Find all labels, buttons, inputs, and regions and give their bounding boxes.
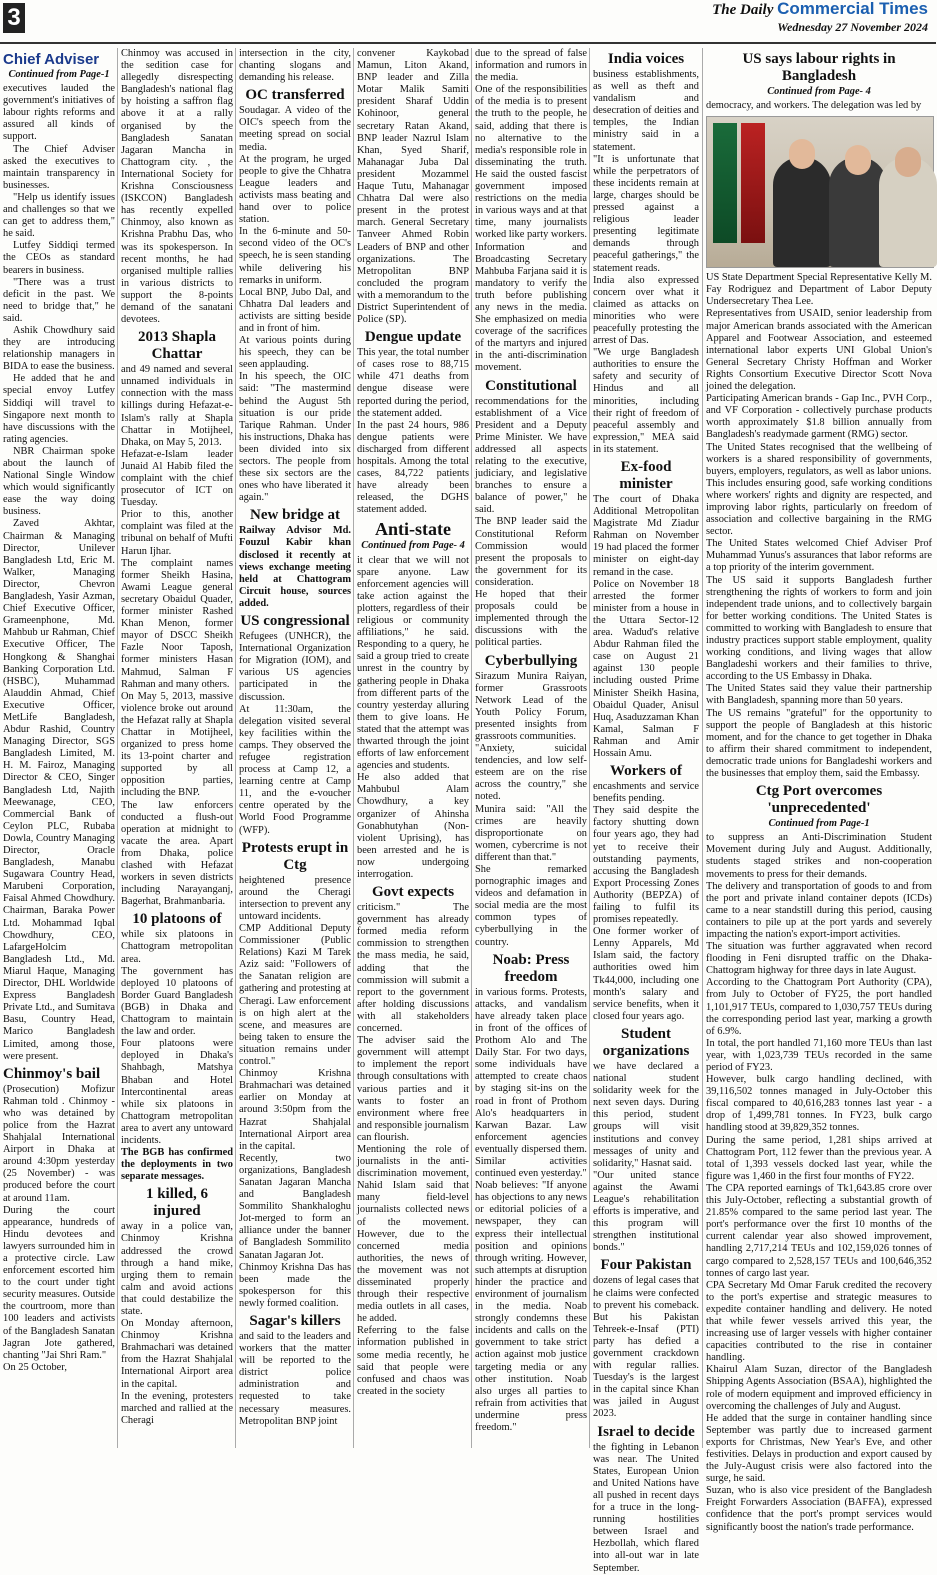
page-number: 3 [3,3,25,33]
paragraph: democracy, and workers. The delegation was led by [706,100,922,112]
person-head [895,147,921,177]
paragraph: "There was a trust deficit in the past. We need to bridge that," he said. [3,276,115,324]
paragraph: The adviser said the government will attempt to implement the report through consultations with various parties and it wants to foster an environment where free and responsible journalism can flourish. [357,1035,469,1143]
headline-workers-of: Workers of [609,763,683,780]
column-divider [235,48,236,1448]
paragraph: In total, the port handled 71,160 more TEUs than last year, with 1,023,739 TEUs recorded in the same period of FY23. [706,1037,932,1073]
paragraph: He added that the surge in container handling since September was partly due to increased garment exports for Christmas, New Year's Eve, and other festivities. Delays in production and export caused by the July-August crisis were also factored into the surge, he said. [706,1412,932,1485]
headline-us-labour-rights: US says labour rights in Bangladesh [742,51,896,84]
paragraph: The complaint names former Sheikh Hasina, Awami League general secretary Obaidul Quader, former minister Rashed Khan Menon, former mayor of DSCC Sheikh Fazle Noor Taposh, former ministers Hasan Mahmud, Salman F Rahman and many others. [121,557,233,690]
paragraph: The United States recognised that the wellbeing of workers is a shared responsibility of governments, buyers, employers, regulators, as well as labor unions. [706,441,932,477]
paragraph: business establishments, as well as theft and vandalism and desecration of deities and temples, the Indian ministry said in a statement. [593,69,699,153]
paragraph: At the program, he urged people to give the Chhatra League leaders and activists mass beating and hand over to police station. [239,153,351,226]
paragraph: "We urge Bangladesh authorities to ensure the safety and security of Hindus and all minorities, including their right of freedom of peaceful assembly and expression," MEA said in its statement. [593,347,699,455]
paragraph: Representatives from USAID, senior leadership from major American brands associated with the American Apparel and Footwear Association, and esteemed international labor experts UNI Global Union's General Secretary Christy Hoffman and Worker Rights Consortium Executive Director Scott Nova joined the delegation. [706,308,932,393]
paragraph: On 25 October, [3,1361,67,1373]
headline-shapla-chattar: 2013 Shapla Chattar [138,329,216,363]
paragraph: Munira said: "All the crimes are heavily disproportionate on women, cybercrime is not different than that." [475,803,587,863]
paragraph: Ashik Chowdhury said they are introducing relationship managers in BIDA to ease the business. [3,324,115,373]
headline-govt-expects: Govt expects [371,884,455,901]
paragraph: The US remains "grateful" for the opportunity to support the people of Bangladesh at this historic moment, and for the chance to get together in Dhaka to affirm their shared commitment to independent, democratic trade unions for Bangladeshi workers and the businesses that employ them, said the Embassy. [706,707,932,780]
paragraph: Hefazat-e-Islam leader Junaid Al Habib filed the complaint with the chief prosecutor of ICT on Tuesday. [121,448,233,509]
headline-noab-press-freedom: Noab: Press freedom [492,951,570,985]
headline-four-pakistan: Four Pakistan [600,1257,692,1274]
column-4 [357,48,469,1448]
paragraph: Participating American brands - Gap Inc., PVH Corp., and VF Corporation - collectively purchase products worth approximately $1.8 billion annually from Bangladesh's readymade garment (RMG) sector. [706,393,932,441]
newspaper-brand: Commercial Times [777,0,928,18]
paragraph: On May 5, 2013, massive violence broke out around the Hefazat rally at Shapla Chattar in Motijheel, organized to press home its 13-point charter and supported by all opposition parties, including the BNP. [121,690,233,799]
paragraph: it clear that we will not spare anyone. Law enforcement agencies will take action against the plotters, regardless of their religious or community affiliations," he said. Responding to a query, he said a group tried to create unrest in the country by gathering people in Dhaka from different parts of the country yesterday alluring them to give loans. He stated that the attempt was thwarted through the joint efforts of law enforcement agencies and students. [357,554,469,772]
headline-israel-to-decide: Israel to decide [597,1423,695,1440]
paragraph: He added that he and special envoy Lutfey Siddiqi will travel to Singapore next month to have discussions with the rating agencies. [3,373,115,445]
paragraph: to suppress an Anti-Discrimination Student Movement during July and August. Additionally, students staged strikes and non-cooperation movements to press for their demands. [706,832,932,880]
paragraph: The CPA reported earnings of Tk1,643.85 crore over this July-October, reflecting a substantial growth of 21.85% compared to the same period last year. The port's performance over the first 10 months of the current calendar year also showed improvement, handling 2,717,214 TEUs and 102,159,026 tonnes of cargo compared to 2,528,157 TEUs and 100,646,352 tonnes of cargo last year. [706,1182,932,1279]
continued-note: Continued from Page-1 [768,818,870,830]
column-divider [353,48,354,1448]
paragraph: Local BNP, Jubo Dal, and Chhatra Dal leaders and activists are sitting beside and in front of him. [239,286,351,334]
headline-ctg-port: Ctg Port overcomes 'unprecedented' [755,783,883,817]
column-6 [593,48,699,1574]
paragraph: The situation was further aggravated when record flooding in Feni disrupted traffic on the Dhaka-Chattogram highway for three days in late August. [706,941,932,977]
paragraph: Prior to this, another complaint was filed at the tribunal on behalf of Mufti Harun Ijhar. [121,509,233,557]
paragraph: Zaved Akhtar, Chairman & Managing Director, Unilever Bangladesh Ltd, Eric M. Walker, Managing Director, Chevron Bangladesh, Yasir Azman, Chief Executive Officer, Grameenphone, Md. Mahbub ur Rahman, Chief Executive Officer, The Hongkong & Shanghai Banking Corporation Ltd. (HSBC), Muhammad Alauddin Ahmad, Chief Executive Officer, MetLife Bangladesh, Abdur Rashid, Country Managing Director, SGS Bangladesh Limited, M. H. M. Fairoz, Managing Director & CEO, Singer Bangladesh Ltd, Najith Meewanage, CEO, Commercial Bank of Ceylon PLC, Rubaba Dowla, Country Managing Director, Oracle Bangladesh, Manabu Sugawara Country Head, Marubeni Corporation, Faisal Ahmed Chowdhury. Chairman, Baraka Power Ltd. Mohammad Iqbal Chowdhury, CEO, LafargeHolcim Bangladesh Ltd., Md. Miarul Haque, Managing Director, DHL Worldwide Express Bangladesh Private Ltd., and Sumitava Basu, Country Head, Marico Bangladesh Limited, among those, were present. [3,518,115,1062]
paragraph: the fighting in Lebanon was near. The United States, European Union and United Nations have all pushed in recent days for a truce in the long-running hostilities between Israel and Hezbollah, which flared into all-out war in late September. [593,1441,699,1574]
paragraph: The United States welcomed Chief Adviser Prof Muhammad Yunus's assurances that labor reforms are a top priority of the interim government. [706,538,932,574]
paragraph: Recently, two organizations, Bangladesh Sanatan Jagaran Mancha and Bangladesh Sommilito Shankhaloghu Jot-merged to form an alliance under the banner of Bangladesh Sommilito Sanatan Jagaran Jot. [239,1152,351,1261]
headline-new-bridge: New bridge at [250,507,340,524]
header-rule [0,42,936,44]
paragraph: The Chief Adviser asked the executives to maintain transparency in businesses. [3,143,115,191]
paragraph: "Help us identify issues and challenges so that we can get to address them," he said. [3,191,115,240]
column-divider [589,48,590,1448]
issue-date: Wednesday 27 November 2024 [777,20,928,34]
paragraph: due to the spread of false information and rumors in the media. [475,48,587,84]
paragraph: encashments and service benefits pending. [593,781,699,805]
paragraph: The United States said they value their partnership with Bangladesh, spanning more than 50 years. [706,683,932,707]
paragraph: and said to the leaders and workers that the matter will be reported to the district police administration and requested to take necessary measures. Metropolitan BNP joint [239,1331,351,1427]
column-2 [121,48,233,1448]
headline-dengue-update: Dengue update [364,329,462,346]
paragraph: Sirazum Munira Raiyan, former Grassroots Network Lead of the Youth Policy Forum, presented insights from grassroots communities. [475,670,587,742]
paragraph: He also added that Mahbubul Alam Chowdhury, a key organizer of Ahinsha Gonabhutyhan (Non-violent Uprising), has been arrested and he is now undergoing interrogation. [357,772,469,880]
paragraph: recommendations for the establishment of a Vice President and a Deputy Prime Minister. We have addressed all aspects relating to the executive, judiciary, and legislative branches to ensure a balance of power," he said. [475,395,587,516]
paragraph: However, bulk cargo handling declined, with 39,116,502 tonnes managed in July-October this fiscal compared to 40,616,283 tonnes last year - a drop of 1,499,781 tonnes. In FY23, bulk cargo handling stood at 39,829,352 tonnes. [706,1074,932,1134]
paragraph: Lutfey Siddiqi termed the CEOs as standard bearers in business. [3,240,115,276]
headline-oc-transferred: OC transferred [245,87,345,104]
paragraph: The government has deployed 10 platoons of Border Guard Bangladesh (BGB) in Dhaka and Chattogram to maintain the law and order. [121,965,233,1038]
newspaper-name [712,0,928,19]
headline-student-organizations: Student organizations [602,1025,690,1059]
person-head [845,145,871,175]
headline-1-killed: 1 killed, 6 injured [145,1186,209,1220]
paragraph: US State Department Special Representative Kelly M. Fay Rodriguez and Department of Labor Deputy Undersecretary Thea Lee. [706,272,932,308]
paragraph: At various points during his speech, they can be seen applauding. [239,335,351,371]
headline-chinmoys-bail: Chinmoy's bail [3,1065,101,1082]
person-head [789,139,815,169]
paragraph: and 49 named and several unnamed individuals in connection with the mass killings during Hefazat-e-Islam's rally at Shapla Chattar in Motijheel, Dhaka, on May 5, 2013. [121,364,233,448]
paragraph: convener Kaykobad Mamun, Liton Akand, BNP leader and Zilla Motar Malik Samiti president Sharaf Uddin Kohinoor, general secretary Ratan Akand, BNP leader Nazrul Islam Khan, Syed Sharif, Mahanagar Juba Dal president Mozammel Haque Tutu, Mahanagar Chhatra Dal were also present in the protest march. General Secretary Tanveer Ahmed Robin Leaders of BNP and other organizations. The Metropolitan BNP concluded the program with a memorandum to the District Superintendent of Police (SP). [357,48,469,326]
paragraph: India also expressed concern over what it claimed as attacks on minorities who were peacefully protesting the arrest of Das. [593,274,699,347]
paragraph: Railway Advisor Md. Fouzul Kabir khan disclosed it recently at views exchange meeting held at Chattogram Circuit house, sources added. [239,525,351,609]
masthead [712,0,928,35]
paragraph: During the same period, 1,281 ships arrived at Chattogram Port, 112 fewer than the previous year. A total of 1,393 vessels docked last year, while the figure was 1,460 in the first four months of FY22. [706,1134,932,1182]
person-figure [773,157,831,267]
paragraph: He hoped that their proposals could be implemented through the discussions with the political parties. [475,589,587,649]
paragraph: Four platoons were deployed in Dhaka's Shahbagh, Matshya Bhaban and Hotel Intercontinental areas while six platoons in Chattogram metropolitan area to avert any untoward incidents. [121,1038,233,1146]
paragraph: They said despite the factory shutting down four years ago, they had yet to receive their outstanding payments, accusing the Bangladesh Export Processing Zones Authority (BEPZA) of failing to fulfil its promises repeatedly. [593,805,699,926]
paragraph: One of the responsibilities of the media is to present the truth to the people, he said, adding that there is no alternative to the media's responsible role in disseminating the truth. He said the ousted fascist government imposed restrictions on the media in various ways and at that time, many journalists worked like party workers. Information and Broadcasting Secretary Mahbuba Farjana said it is mandatory to verify the truth before publishing any news in the media. She emphasized on media coverage of the sacrifices of the martyrs and injured in the anti-discrimination movement. [475,84,587,374]
headline-anti-state: Anti-state [375,519,451,540]
paragraph: Referring to the false information published in some media recently, he said that people were confused and chaos was created in the society [357,1325,469,1397]
paragraph: In the 6-minute and 50-second video of the OC's speech, he is seen standing while delivering his remarks in uniform. [239,226,351,286]
paragraph: Chinmoy was accused in the sedition case for allegedly disrespecting Bangladesh's national flag by hoisting a saffron flag above it at a rally organised by the Bangladesh Sanatan Jagaran Mancha in Chattogram city. , the International Society for Krishna Consciousness (ISKCON) Bangladesh has recently expelled Chinmoy, also known as Krishna Prabhu Das, who was its spokesperson. In recent months, he had organised multiple rallies in various districts to support the 8-points demand of the sanatani devotees. [121,48,233,326]
page-header [0,0,936,44]
newspaper-prefix: The Daily [712,2,774,18]
paragraph: Mentioning the role of journalists in the anti-discrimination movement, Nahid Islam said that many field-level journalists collected news of the movement. However, due to the concerned media authorities, the news of the movement was not disseminated properly through their respective media outlets in all cases, he added. [357,1143,469,1325]
continued-note: Continued from Page-1 [8,69,110,80]
paragraph: The US said it supports Bangladesh further strengthening the rights of workers to form and join independent trade unions, and to collectively bargain for better working conditions. The United States is committed to working with Bangladesh to ensure that industry practices support stable employment, quality working conditions, and living wages that allow Bangladeshi workers and their families to thrive, according to the US Embassy in Dhaka. [706,574,932,683]
paragraph: In the evening, protesters marched and rallied at the Cheragi [121,1390,233,1426]
paragraph: Police on November 18 arrested the former minister from a house in the Uttara Sector-12 area. Wadud's relative Abdur Rahman filed the case on August 21 against 130 people including ousted Prime Minister Sheikh Hasina, Obaidul Quader, Anisul Huq, Asaduzzaman Khan Kamal, Salman F Rahman and Amir Hossain Amu. [593,578,699,759]
column-1 [3,48,115,1448]
paragraph: criticism." The government has already formed media reform commission to strengthen the mass media, he said, adding that the commission will submit a report to the government after holding discussions with all stakeholders concerned. [357,902,469,1035]
column-divider [117,48,118,1448]
flag-shape [741,123,765,243]
paragraph: Chinmoy Krishna Das has been made the spokesperson for this newly formed coalition. [239,1261,351,1309]
paragraph: Khairul Alam Suzan, director of the Bangladesh Shipping Agents Association (BSAA), highlighted the role of modern equipment and improved efficiency in overcoming the challenges of July and August. [706,1364,932,1412]
paragraph: away in a police van, Chinmoy Krishna addressed the crowd through a hand mike, urging them to remain calm and avoid actions that could destabilize the state. [121,1221,233,1317]
paragraph: The law enforcers conducted a flush-out operation at midnight to vacate the area. Apart from Dhaka, police clashed with Hefazat workers in seven districts including Narayanganj, Bagerhat, Brahmanbaria. [121,799,233,908]
paragraph: On Monday afternoon, Chinmoy Krishna Brahmachari was detained from the Hazrat Shahjalal International Airport area in the capital. [121,1318,233,1390]
paragraph: in various forms. Protests, attacks, and vandalism have already taken place in front of the offices of Prothom Alo and The Daily Star. For two days, some individuals have attempted to create chaos by staging sit-ins on the road in front of Prothom Alo's headquarters in Karwan Bazar. Law enforcement agencies eventually dispersed them. Similar activities continued even yesterday." [475,986,587,1180]
paragraph: "It is unfortunate that while the perpetrators of these incidents remain at large, charges should be pressed against a religious leader presenting legitimate demands through peaceful gatherings," the statement reads. [593,153,699,274]
continued-note: Continued from Page- 4 [361,540,465,552]
headline-protests-ctg: Protests erupt in Ctg [241,839,349,873]
paragraph: Soudagar. A video of the OIC's speech from the meeting spread on social media. [239,105,351,153]
paragraph: Refugees (UNHCR), the International Organization for Migration (IOM), and various US agencies participated in the discussion. [239,631,351,703]
continued-note: Continued from Page- 4 [767,86,871,97]
headline-constitutional: Constitutional [485,377,577,394]
paragraph: CPA Secretary Md Omar Faruk credited the recovery to the port's expertise and strategic measures to expedite container handling and delivery. He noted that while fewer vessels arrived this year, the increasing use of larger vessels with higher container capacities contributed to the rise in container handling. [706,1279,932,1364]
paragraph: During the court appearance, hundreds of Hindu devotees and lawyers surrounded him in a protective circle. Law enforcement escorted him to the court under tight security measures. Outside the courtroom, more than 100 leaders and activists of the Bangladesh Sanatan Jagran Jote gathered, chanting "Jai Shri Ram." [3,1204,115,1361]
paragraph: dozens of legal cases that he claims were confected to prevent his comeback. But his Pakistan Tehreek-e-Insaf (PTI) party has defied a government crackdown with regular rallies. Tuesday's is the largest in the capital since Khan was jailed in August 2023. [593,1275,699,1420]
headline-chief-adviser: Chief Adviser [3,51,100,68]
paragraph: This year, the total number of cases rose to 88,715 while 471 deaths from dengue disease were reported during the period, the statement added. [357,347,469,419]
column-3 [239,48,351,1448]
column-divider [702,48,703,1448]
headline-india-voices: India voices [607,51,685,67]
paragraph: "Our united stance against the Awami League's rehabilitation efforts is imperative, and this program will strengthen institutional bonds." [593,1169,699,1254]
paragraph: heightened presence around the Cheragi intersection to prevent any untoward incidents. [239,874,351,922]
paragraph: The BGB has confirmed the deployments in two separate messages. [121,1147,233,1183]
paragraph: In the past 24 hours, 986 dengue patients were discharged from different hospitals. Among the total cases, 84,722 patients have already been released, the DGHS statement added. [357,419,469,516]
flag-shape [713,123,737,243]
paragraph: According to the Chattogram Port Authority (CPA), from July to October of FY25, the port handled 1,101,917 TEUs, compared to 1,030,757 TEUs during the corresponding period last year, marking a growth of 6.9%. [706,977,932,1037]
paragraph: The court of Dhaka Additional Metropolitan Magistrate Md Ziadur Rahman on November 19 had placed the former minister on eight-day remand in the case. [593,494,699,578]
paragraph: One former worker of Lenny Apparels, Md Islam said, the factory authorities owed him Tk44,000, including one month's salary and service benefits, when it closed four years ago. [593,926,699,1022]
column-7 [706,48,932,1533]
delegation-photo [706,116,934,268]
headline-us-congressional: US congressional [240,613,350,630]
paragraph: This includes ensuring good, safe working conditions where workers' rights and dignity are respected, and improving labor rights, particularly on freedom of association and collective bargaining in the RMG sector. [706,477,932,538]
headline-10-platoons: 10 platoons of [132,911,222,928]
column-divider [471,48,472,1448]
paragraph: The BNP leader said the Constitutional Reform Commission would present the proposals to the government for its consideration. [475,516,587,588]
paragraph: In his speech, the OIC said: "The mastermind behind the August 5th situation is our pride Tarique Rahman. Under his instructions, Dhaka has been divided into six sectors. The people from these six sectors are the ones who have liberated it again." [239,371,351,504]
column-5 [475,48,587,1448]
paragraph: At 11:30am, the delegation visited several key facilities within the camps. They observed the refugee registration process at Camp 12, a learning centre at Camp 11, and the e-voucher centre operated by the World Food Programme (WFP). [239,703,351,836]
paragraph: The delivery and transportation of goods to and from the port and private inland container depots (ICDs) came to a near standstill during this period, causing containers to pile up at the port yards and severely impacting the nation's export-import activities. [706,880,932,940]
paragraph: we have declared a national student solidarity week for the next seven days. During this period, student groups will visit institutions and convey messages of unity and solidarity," Hasnat said. [593,1060,699,1169]
paragraph: intersection in the city, chanting slogans and demanding his release. [239,48,351,84]
paragraph: executives lauded the government's initiatives of labour rights reforms and assured all kinds of support. [3,83,115,143]
paragraph: (Prosecution) Mofizur Rahman told . Chinmoy - who was detained by police from the Hazrat Shahjalal International Airport in Dhaka at around 4:30pm yesterday (25 November) - was produced before the court at around 11am. [3,1083,115,1204]
headline-ex-food-minister: Ex-food minister [619,459,673,492]
paragraph: She remarked pornographic images and videos and defamation in social media are the most common types of cyberbullying in the country. [475,864,587,948]
paragraph: while six platoons in Chattogram metropolitan area. [121,929,233,965]
paragraph: Noab believes: "If anyone has objections to any news or editorial policies of a newspaper, they can express their intellectual position and opinions through writing. However, such attempts at disruption hinder the practice and environment of journalism in the media. Noab strongly condemns these incidents and calls on the government to take strict action against mob justice targeting media or any other institution. Noab also urges all parties to refrain from activities that undermine press freedom." [475,1180,587,1434]
paragraph: "Anxiety, suicidal tendencies, and low self-esteem are on the rise across the country," she noted. [475,743,587,803]
paragraph: Suzan, who is also vice president of the Bangladesh Freight Forwarders Association (BAFFA), expressed confidence that the port's prompt services would significantly boost the nation's trade performance. [706,1485,932,1533]
paragraph: CMP Additional Deputy Commissioner (Public Relations) Kazi M Tarek Aziz said: "Followers of the Sanatan religion are gathering and protesting at Cheragi. Law enforcement is on high alert at the scene, and measures are being taken to ensure the situation remains under control." [239,923,351,1068]
paragraph: Chinmoy Krishna Brahmachari was detained earlier on Monday at around 3:50pm from the Hazrat Shahjalal International Airport area in the capital. [239,1068,351,1152]
headline-cyberbullying: Cyberbullying [484,652,578,669]
paragraph: NBR Chairman spoke about the launch of National Single Window which would significantly ease the way doing business. [3,445,115,518]
headline-sagars-killers: Sagar's killers [249,1313,341,1329]
